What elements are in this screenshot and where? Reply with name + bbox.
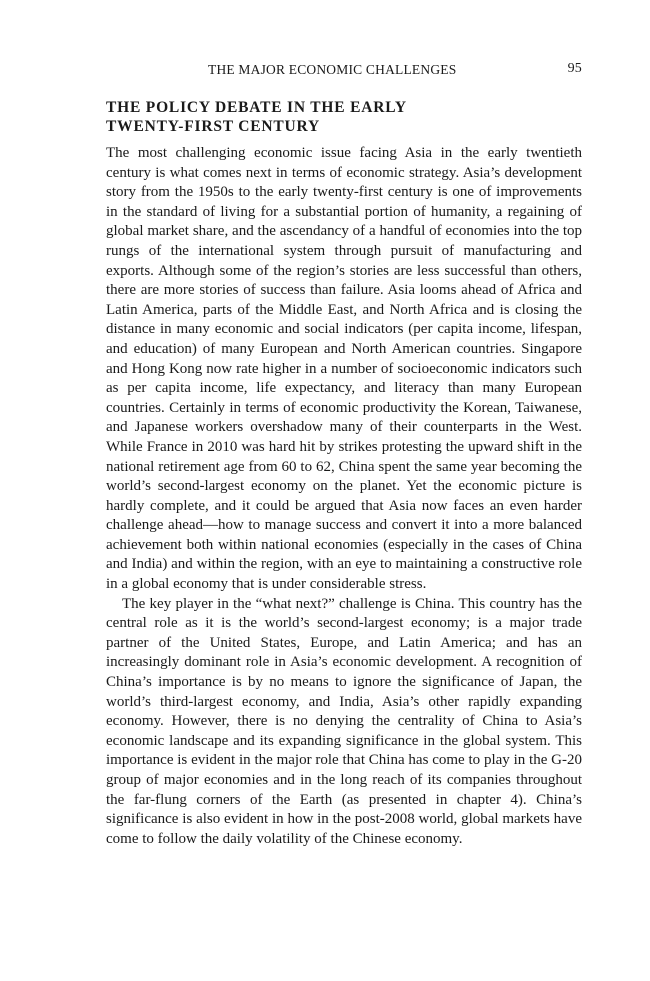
book-page — [106, 60, 582, 849]
section-heading-line-1: THE POLICY DEBATE IN THE EARLY — [106, 99, 407, 116]
running-title: THE MAJOR ECONOMIC CHALLENGES — [208, 62, 457, 77]
page-number: 95 — [567, 61, 582, 76]
section-heading-line-2: TWENTY-FIRST CENTURY — [106, 118, 320, 135]
paragraph-2: The key player in the “what next?” challenge is China. This country has the central role as it is the world’s second-largest economy; is a major trade partner of the United States, Europe, and Latin America; and has an increasingly dominant role in Asia’s economic development. A recognition of China’s importance is by no means to ignore the significance of Japan, the world’s third-largest economy, and India, Asia’s other rapidly expanding economy. However, there is no denying the centrality of China to Asia’s economic landscape and its expanding significance in the global system. This importance is evident in the major role that China has come to play in the G-20 group of major economies and in the long reach of its companies throughout the far-flung corners of the Earth (as presented in chapter 4). China’s significance is also evident in how in the post-2008 world, global markets have come to follow the daily volatility of the Chinese economy. — [106, 595, 582, 847]
body-text — [106, 144, 582, 849]
section-heading — [106, 98, 582, 136]
paragraph-1: The most challenging economic issue facing Asia in the early twentieth century is what comes next in terms of economic strategy. Asia’s development story from the 1950s to the early twenty-first century is one of improvements in the standard of living for a substantial portion of humanity, a regaining of global market share, and the ascendancy of a handful of economies into the top rungs of the international system through pursuit of manufacturing and exports. Although some of the region’s stories are less successful than others, there are more stories of success than failure. Asia looms ahead of Africa and Latin America, parts of the Middle East, and North Africa and is closing the distance in many economic and social indicators (per capita income, lifespan, and education) of many European and North American countries. Singapore and Hong Kong now rate higher in a number of socioeconomic indicators such as per capita income, life expectancy, and literacy than many European countries. Certainly in terms of economic productivity the Korean, Taiwanese, and Japanese workers overshadow many of their counterparts in the West. While France in 2010 was hard hit by strikes protesting the upward shift in the national retirement age from 60 to 62, China spent the same year becoming the world’s second-largest economy on the planet. Yet the economic picture is hardly complete, and it could be argued that Asia now faces an even harder challenge ahead—how to manage success and convert it into a more balanced achievement both within national economies (especially in the cases of China and India) and within the region, with an eye to maintaining a constructive role in a global economy that is under considerable stress. — [106, 145, 582, 593]
running-head — [106, 60, 582, 82]
